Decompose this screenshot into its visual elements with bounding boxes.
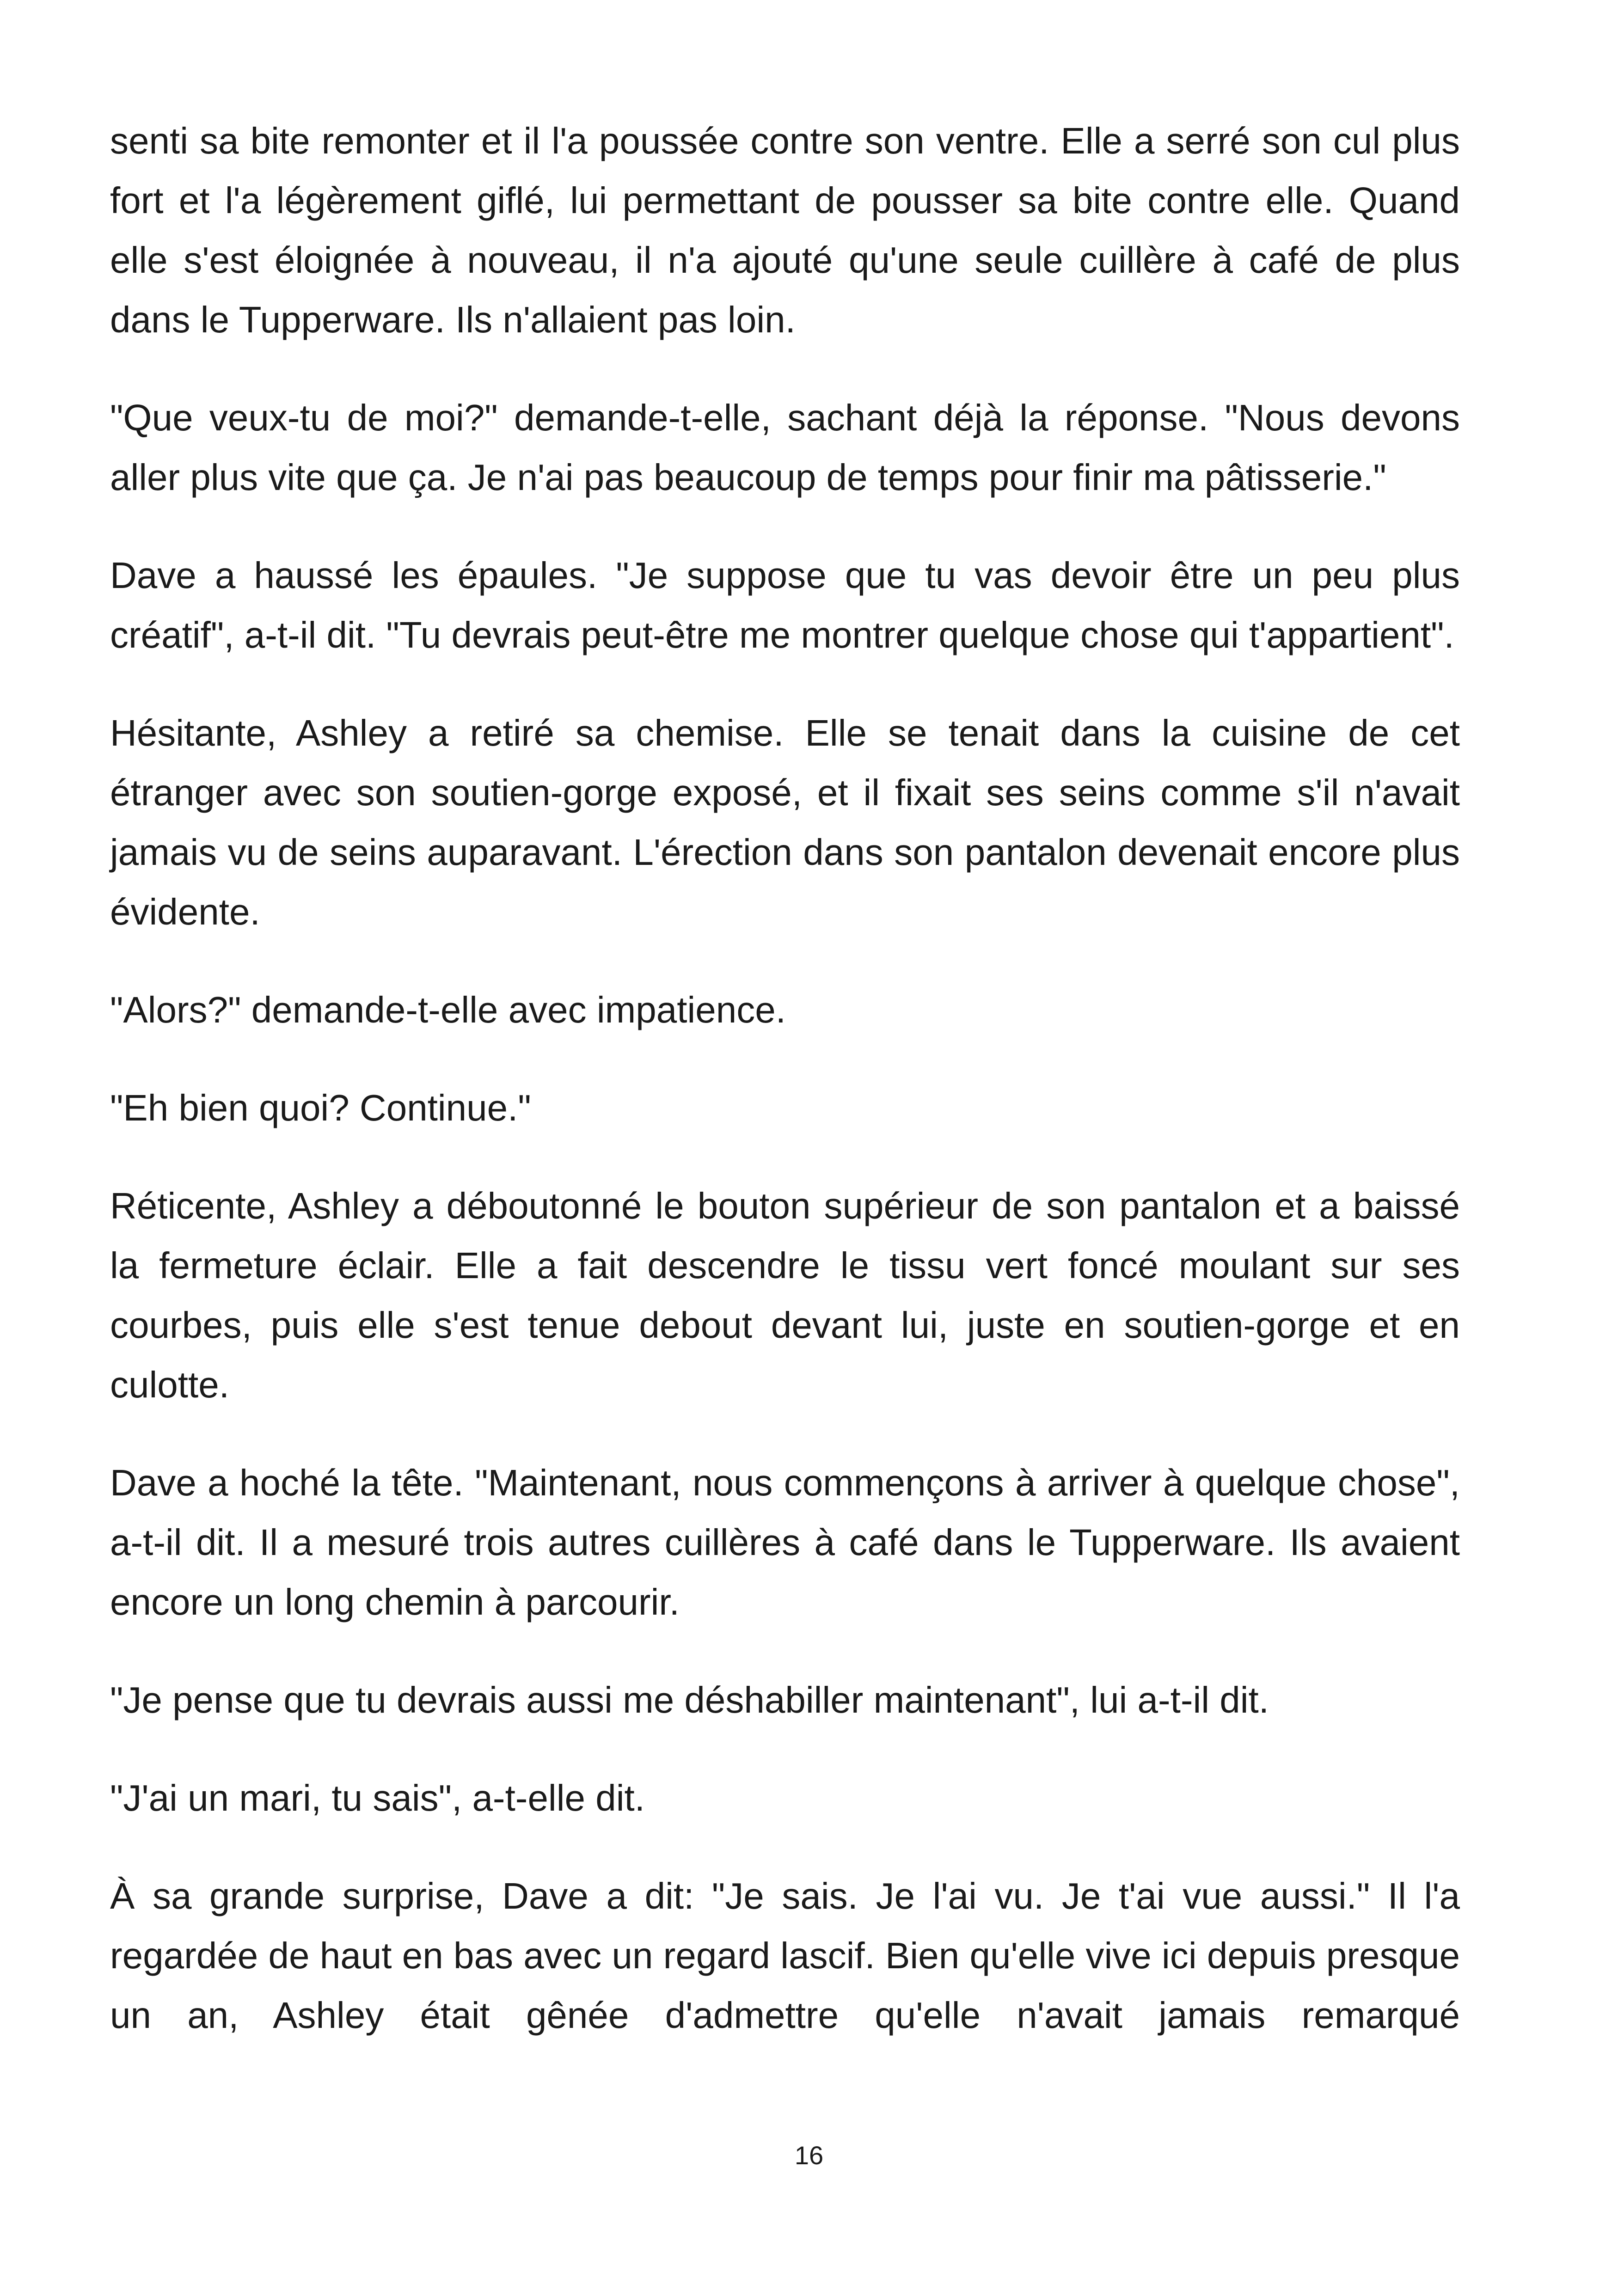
- paragraph-1: senti sa bite remonter et il l'a poussée contre son ventre. Elle a serré son cul plus fort et l'a légèrement giflé, lui permettant de pousser sa bite contre elle. Quand elle s'est éloignée à nouveau, il n'a ajouté qu'une seule cuillère à café de plus dans le Tupperware. Ils n'allaient pas loin.: [110, 120, 1460, 340]
- paragraph-6: "Eh bien quoi? Continue.": [110, 1087, 531, 1128]
- paragraph-3: Dave a haussé les épaules. "Je suppose que tu vas devoir être un peu plus créatif", a-t-il dit. "Tu devrais peut-être me montrer quelque chose qui t'appartient".: [110, 555, 1460, 655]
- paragraph-2: "Que veux-tu de moi?" demande-t-elle, sachant déjà la réponse. "Nous devons aller plus vite que ça. Je n'ai pas beaucoup de temps pour finir ma pâtisserie.": [110, 397, 1460, 498]
- paragraph-9: "Je pense que tu devrais aussi me déshabiller maintenant", lui a-t-il dit.: [110, 1679, 1269, 1720]
- page-number: 16: [794, 2141, 824, 2170]
- paragraph-10: "J'ai un mari, tu sais", a-t-elle dit.: [110, 1777, 645, 1818]
- body-text: [110, 111, 1460, 2045]
- paragraph-5: "Alors?" demande-t-elle avec impatience.: [110, 989, 786, 1030]
- paragraph-11: À sa grande surprise, Dave a dit: "Je sais. Je l'ai vu. Je t'ai vue aussi." Il l'a regardée de haut en bas avec un regard lascif. Bien qu'elle vive ici depuis presque un an, Ashley était gênée d'admettre qu'elle n'avait jamais remarqué: [110, 1875, 1460, 2036]
- paragraph-7: Réticente, Ashley a déboutonné le bouton supérieur de son pantalon et a baissé la fermeture éclair. Elle a fait descendre le tissu vert foncé moulant sur ses courbes, puis elle s'est tenue debout devant lui, juste en soutien-gorge et en culotte.: [110, 1185, 1460, 1405]
- paragraph-8: Dave a hoché la tête. "Maintenant, nous commençons à arriver à quelque chose", a-t-il dit. Il a mesuré trois autres cuillères à café dans le Tupperware. Ils avaient encore un long chemin à parcourir.: [110, 1462, 1460, 1623]
- paragraph-4: Hésitante, Ashley a retiré sa chemise. Elle se tenait dans la cuisine de cet étranger avec son soutien-gorge exposé, et il fixait ses seins comme s'il n'avait jamais vu de seins auparavant. L'érection dans son pantalon devenait encore plus évidente.: [110, 712, 1460, 932]
